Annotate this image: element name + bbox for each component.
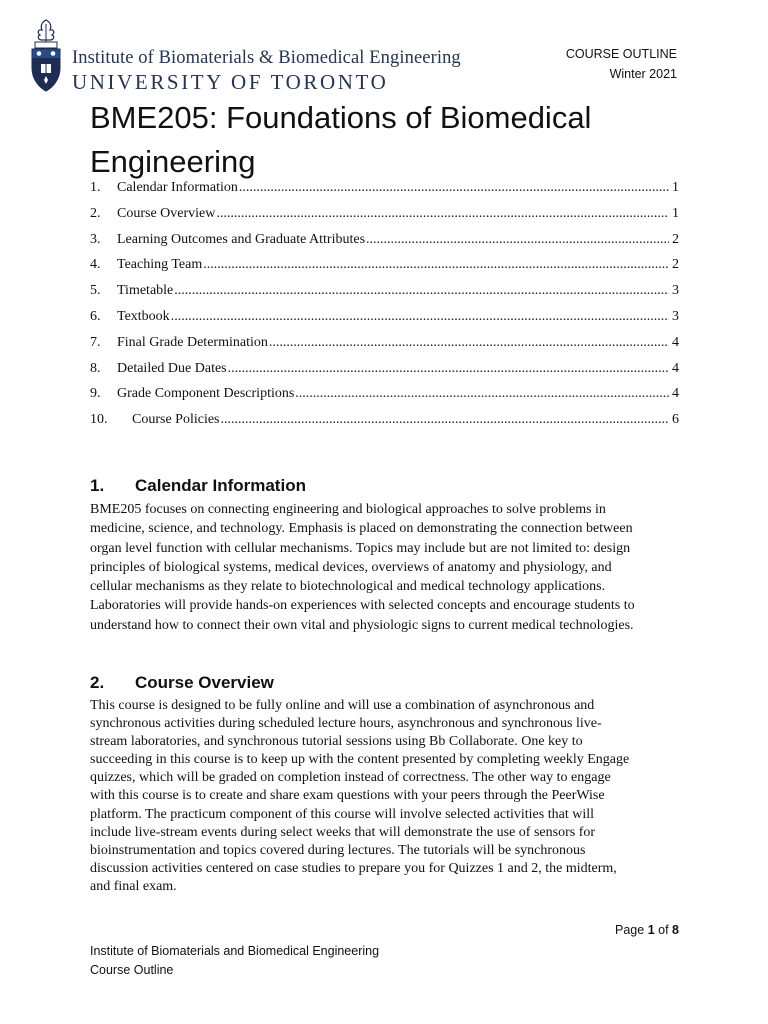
toc-leader xyxy=(269,335,669,351)
paragraph-line: medicine, science, and technology. Emphasis is placed on demonstrating the connection between xyxy=(90,521,633,537)
course-overview-paragraph xyxy=(90,697,682,896)
document-title: BME205: Foundations of Biomedical Engineering xyxy=(90,100,592,179)
toc-page: 4 xyxy=(672,360,679,376)
toc-leader xyxy=(174,283,669,299)
page-total: 8 xyxy=(672,923,679,937)
toc-entry[interactable] xyxy=(90,309,679,335)
paragraph-line: quizzes, which will be graded on completion instead of correctness. The other way to engage xyxy=(90,770,611,786)
footer-doc-type: Course Outline xyxy=(90,963,174,977)
page-current: 1 xyxy=(647,923,655,937)
toc-number: 10. xyxy=(90,412,108,428)
paragraph-line: with this course is to create and share exam questions with your peers through the PeerWise xyxy=(90,788,605,804)
page-word: Page xyxy=(615,923,645,937)
table-of-contents xyxy=(90,180,679,438)
toc-page: 2 xyxy=(672,257,679,273)
toc-title: Teaching Team xyxy=(117,257,203,273)
toc-leader xyxy=(216,206,669,222)
section-heading-calendar-information xyxy=(90,476,306,496)
university-name: UNIVERSITY OF TORONTO xyxy=(72,70,389,94)
toc-number: 6. xyxy=(90,308,101,324)
footer-institute: Institute of Biomaterials and Biomedical Engineering xyxy=(90,944,380,958)
paragraph-line: stream laboratories, and synchronous tutorial sessions using Bb Collaborate. One key to xyxy=(90,734,583,750)
calendar-information-paragraph xyxy=(90,500,682,635)
section-title: Calendar Information xyxy=(135,476,306,495)
toc-title: Learning Outcomes and Graduate Attributes xyxy=(117,231,366,247)
paragraph-line: and final exam. xyxy=(90,878,177,894)
toc-page: 4 xyxy=(672,334,679,350)
toc-page: 2 xyxy=(672,231,679,247)
section-title: Course Overview xyxy=(135,673,274,692)
page-of: of xyxy=(658,923,669,937)
section-number: 2. xyxy=(90,673,105,692)
toc-number: 9. xyxy=(90,386,101,402)
toc-number: 2. xyxy=(90,205,101,221)
paragraph-line: cellular mechanisms as they relate to biotechnological and medical technology applications. xyxy=(90,579,606,595)
toc-leader xyxy=(171,309,669,325)
toc-title: Detailed Due Dates xyxy=(117,360,227,376)
toc-page: 6 xyxy=(672,412,679,428)
toc-title: Textbook xyxy=(117,308,170,324)
toc-leader xyxy=(221,412,670,428)
toc-number: 7. xyxy=(90,334,101,350)
toc-title: Course Policies xyxy=(132,412,220,428)
paragraph-line: organ level function with cellular mechanisms. Topics may include but are not limited to: design xyxy=(90,540,631,556)
toc-entry[interactable] xyxy=(90,386,679,412)
paragraph-line: bioinstrumentation and topics covered during lectures. The tutorials will be synchronous xyxy=(90,842,586,858)
toc-page: 4 xyxy=(672,386,679,402)
paragraph-line: This course is designed to be fully online and will use a combination of asynchronous and xyxy=(90,698,595,713)
toc-title: Course Overview xyxy=(117,205,216,221)
term-label: Winter 2021 xyxy=(609,67,677,81)
toc-title: Grade Component Descriptions xyxy=(117,386,295,402)
paragraph-line: platform. The practicum component of this course will involve selected activities that will xyxy=(90,806,594,822)
toc-leader xyxy=(239,180,669,196)
institute-name: Institute of Biomaterials & Biomedical Engineering xyxy=(72,48,461,68)
toc-entry[interactable] xyxy=(90,180,679,206)
toc-number: 1. xyxy=(90,180,101,195)
toc-number: 8. xyxy=(90,360,101,376)
toc-page: 1 xyxy=(672,180,679,195)
toc-number: 5. xyxy=(90,283,101,299)
toc-leader xyxy=(366,232,669,248)
toc-title: Calendar Information xyxy=(117,180,238,195)
toc-entry[interactable] xyxy=(90,335,679,361)
toc-page: 1 xyxy=(672,205,679,221)
toc-entry[interactable] xyxy=(90,232,679,258)
toc-title: Timetable xyxy=(117,283,174,299)
document-type-label: COURSE OUTLINE xyxy=(565,47,677,61)
toc-entry[interactable] xyxy=(90,412,679,438)
university-crest-icon xyxy=(28,18,64,94)
section-number: 1. xyxy=(90,476,105,495)
toc-leader xyxy=(203,257,669,273)
toc-leader xyxy=(228,361,669,377)
toc-leader xyxy=(295,386,669,402)
paragraph-line: synchronous activities during scheduled lecture hours, asynchronous and synchronous live- xyxy=(90,716,602,732)
toc-title: Final Grade Determination xyxy=(117,334,268,350)
section-heading-course-overview xyxy=(90,673,274,693)
page-number xyxy=(615,923,679,937)
toc-page: 3 xyxy=(672,308,679,324)
paragraph-line: understand how to connect their own vital and physiologic signs to current medical technologies. xyxy=(90,617,634,633)
paragraph-line: discussion activities centered on case studies to prepare you for Quizzes 1 and 2, the midterm, xyxy=(90,860,617,876)
page-footer xyxy=(90,942,379,980)
toc-entry[interactable] xyxy=(90,361,679,387)
paragraph-line: principles of biological systems, medical devices, overviews of anatomy and physiology, and xyxy=(90,559,612,575)
toc-page: 3 xyxy=(672,283,679,299)
toc-number: 4. xyxy=(90,257,101,273)
paragraph-line: succeeding in this course is to keep up with the content presented by completing weekly Engage xyxy=(90,752,630,768)
toc-entry[interactable] xyxy=(90,283,679,309)
paragraph-line: BME205 focuses on connecting engineering and biological approaches to solve problems in xyxy=(90,502,606,517)
toc-entry[interactable] xyxy=(90,257,679,283)
paragraph-line: Laboratories will provide hands-on experiences with selected concepts and encourage students to xyxy=(90,598,635,614)
paragraph-line: include live-stream events during select weeks that will demonstrate the use of sensors for xyxy=(90,824,596,840)
toc-entry[interactable] xyxy=(90,206,679,232)
toc-number: 3. xyxy=(90,231,101,247)
